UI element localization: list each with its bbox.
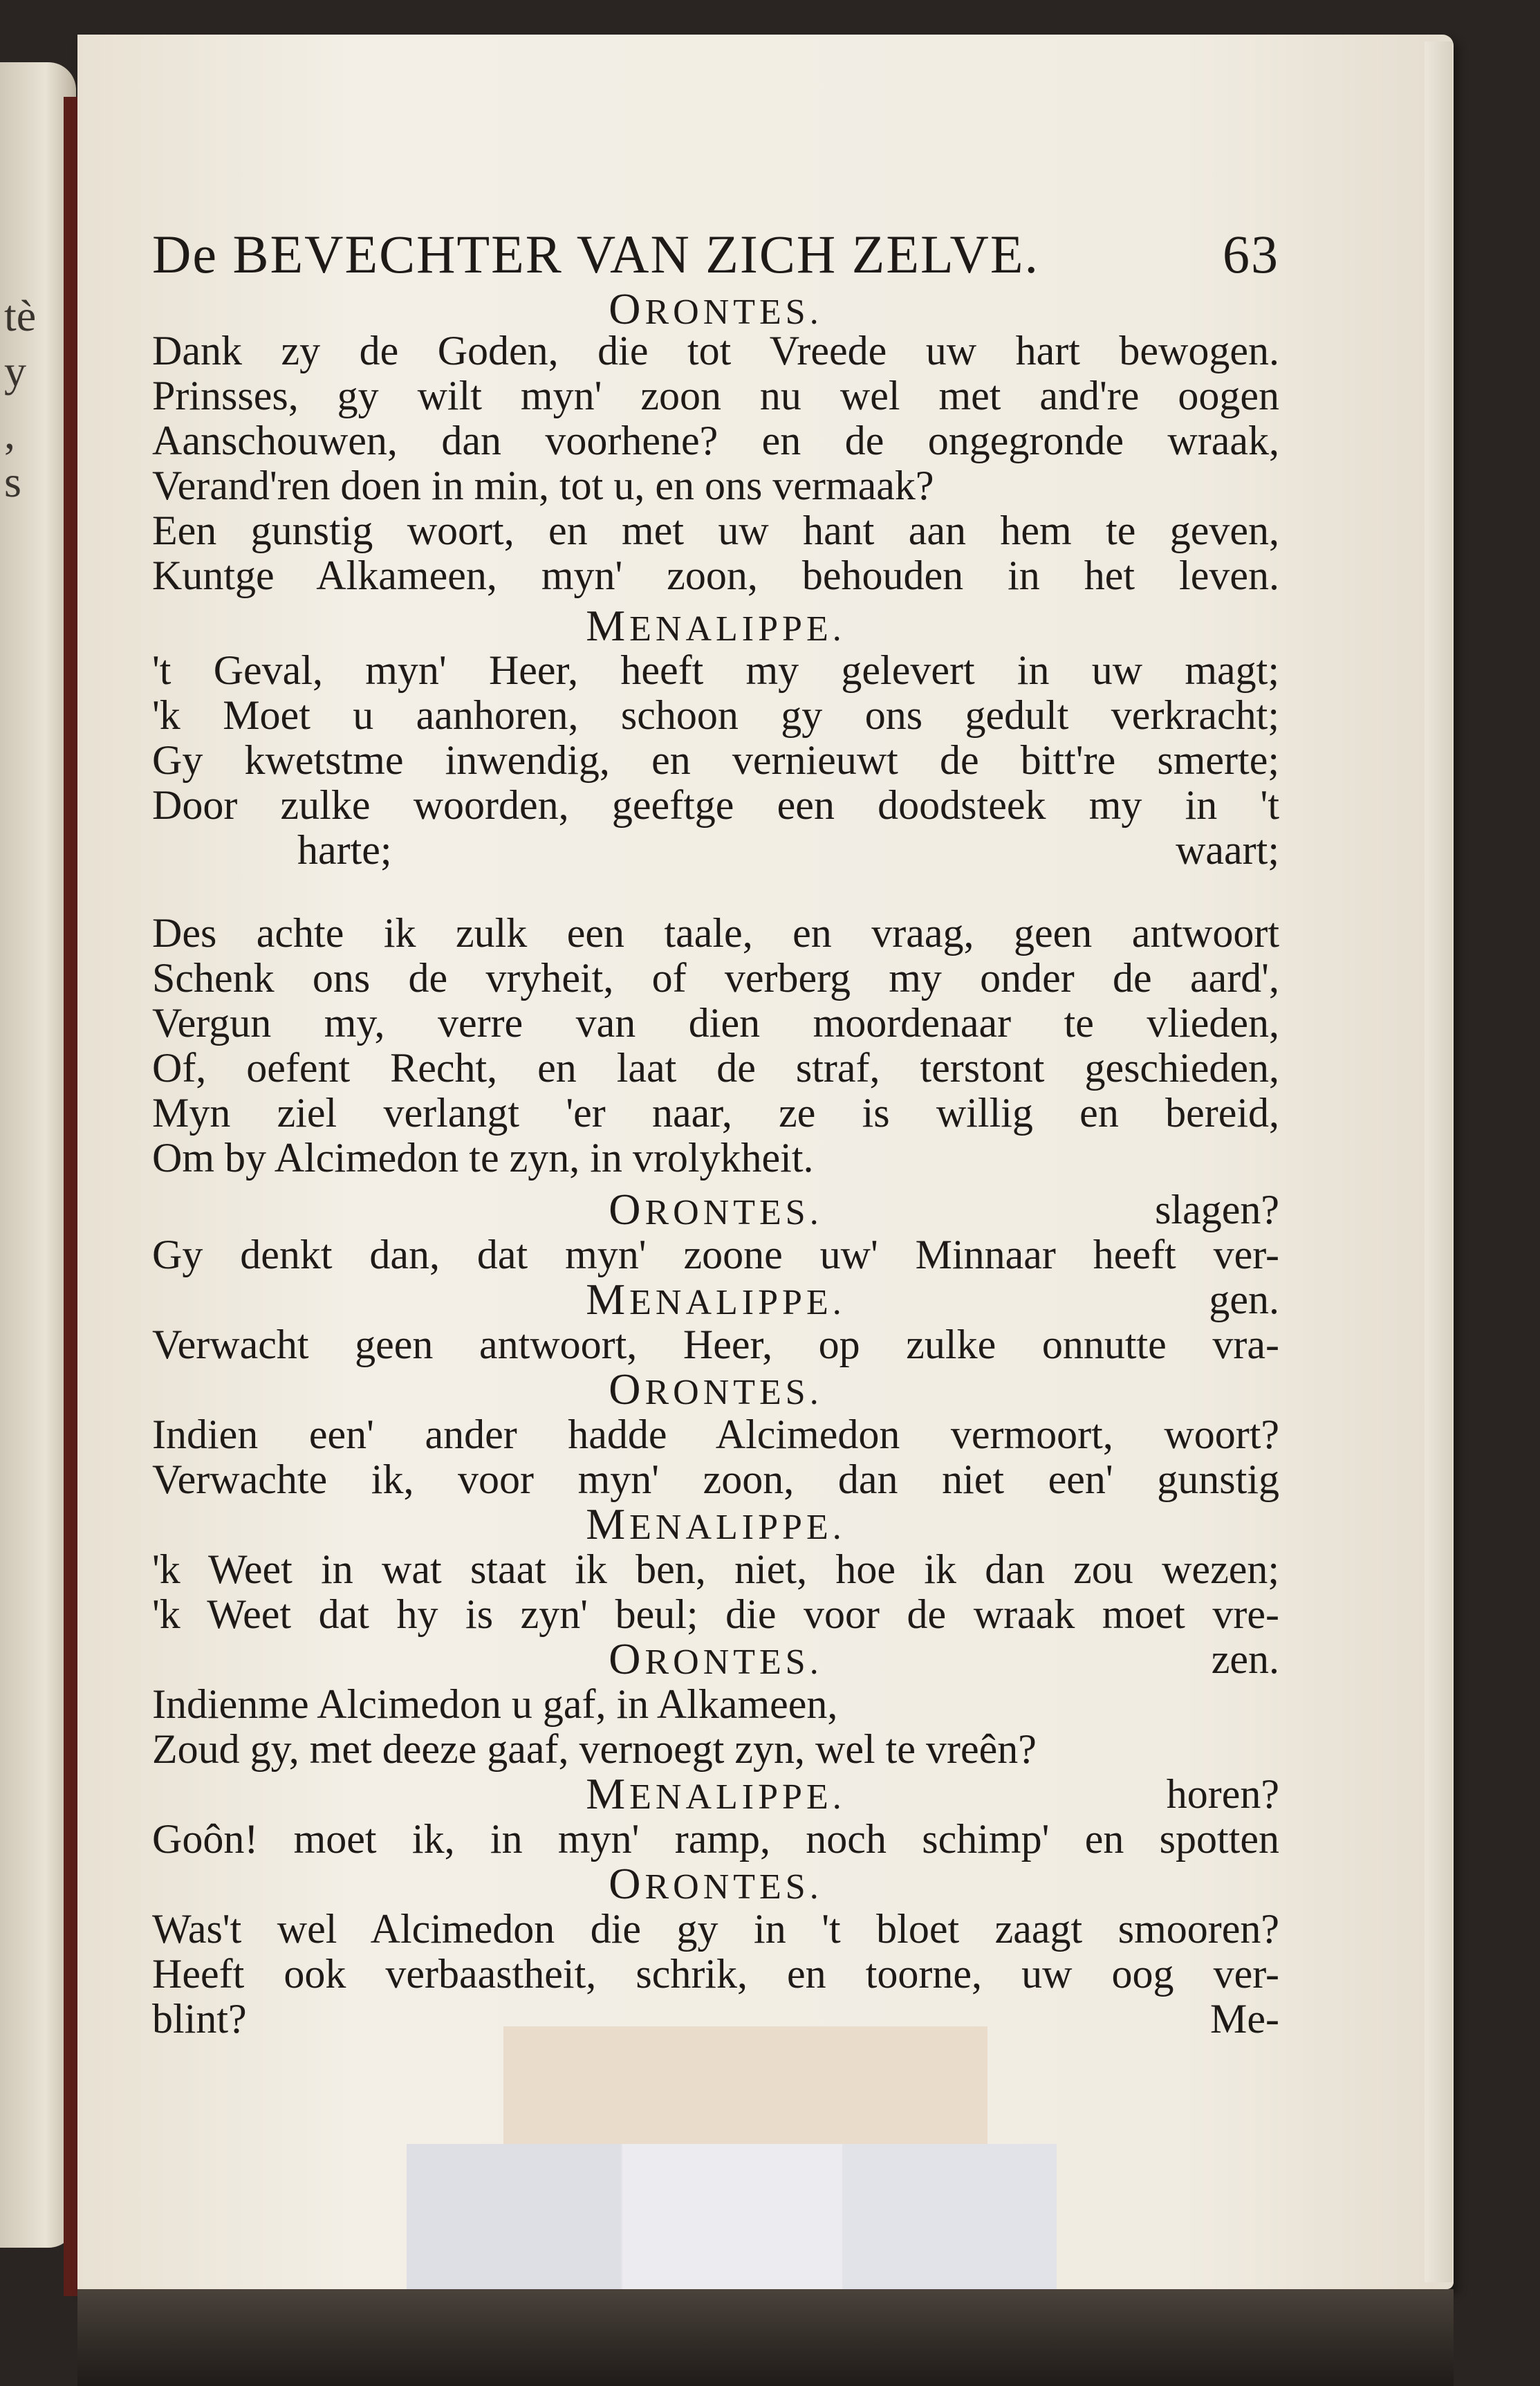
verse-turnover: waart; xyxy=(1176,827,1279,873)
verse-line: Vergun my, verre van dien moordenaar te vlieden, xyxy=(152,1000,1279,1046)
verse-line: Goôn! moet ik, in myn' ramp, noch schimp' en spotten xyxy=(152,1816,1279,1862)
speaker-heading: MENALIPPE. xyxy=(586,1499,846,1548)
verse-line: Indienme Alcimedon u gaf, in Alkameen, xyxy=(152,1681,838,1727)
verse-line: Was't wel Alcimedon die gy in 't bloet zaagt smooren? xyxy=(152,1906,1279,1952)
verse-line: 'k Weet in wat staat ik ben, niet, hoe ik dan zou wezen; xyxy=(152,1546,1279,1592)
verse-line: Of, oefent Recht, en laat de straf, terstont geschieden, xyxy=(152,1045,1279,1091)
redaction-block xyxy=(407,2144,1057,2310)
redaction-segment xyxy=(407,2144,621,2310)
verse-line: Des achte ik zulk een taale, en vraag, geen antwoort xyxy=(152,910,1279,956)
prev-page-fragment: s xyxy=(4,457,21,506)
redaction-segment xyxy=(844,2144,1057,2310)
verse-line: Myn ziel verlangt 'er naar, ze is willig en bereid, xyxy=(152,1090,1279,1136)
verse-line: Door zulke woorden, geeftge een doodsteek my in 't xyxy=(152,782,1279,828)
redaction-block xyxy=(503,2026,987,2158)
speaker-heading: MENALIPPE. gen. xyxy=(586,1275,1279,1324)
verse-line: Zoud gy, met deeze gaaf, vernoegt zyn, wel te vreên? xyxy=(152,1726,1037,1772)
running-head xyxy=(152,220,1279,289)
verse-line: 't Geval, myn' Heer, heeft my gelevert in uw magt; xyxy=(152,647,1279,693)
verse-line: Prinsses, gy wilt myn' zoon nu wel met and're oogen xyxy=(152,373,1279,418)
verse-line: Gy denkt dan, dat myn' zoone uw' Minnaar heeft ver- xyxy=(152,1232,1279,1277)
catchword: Me- xyxy=(1210,1996,1279,2042)
speaker-heading: ORONTES. slagen? xyxy=(609,1185,1279,1234)
prev-page-fragment: tè xyxy=(4,291,37,340)
verse-turnover: zen. xyxy=(1211,1636,1279,1682)
prev-page-fragment: , xyxy=(4,409,15,458)
speaker-heading: ORONTES. xyxy=(609,284,823,333)
verse-line: Verand'ren doen in min, tot u, en ons vermaak? xyxy=(152,463,934,508)
verse-turnover: horen? xyxy=(1166,1771,1279,1817)
verse-line: Dank zy de Goden, die tot Vreede uw hart bewogen. xyxy=(152,328,1279,373)
verse-line: Om by Alcimedon te zyn, in vrolykheit. xyxy=(152,1135,814,1181)
verse-fragment: harte; xyxy=(297,827,392,873)
verse-line: Indien een' ander hadde Alcimedon vermoort, woort? xyxy=(152,1412,1279,1457)
book-page xyxy=(77,35,1454,2289)
page-number: 63 xyxy=(1223,224,1279,284)
verse-line: Schenk ons de vryheit, of verberg my onder de aard', xyxy=(152,955,1279,1001)
verse-turnover: gen. xyxy=(1209,1277,1279,1322)
table-surface xyxy=(77,2289,1454,2386)
verse-fragment: blint? xyxy=(152,1996,247,2042)
page-edge-shading xyxy=(1425,41,1452,2282)
verse-line: 'k Moet u aanhoren, schoon gy ons gedult verkracht; xyxy=(152,692,1279,738)
speaker-heading: ORONTES. zen. xyxy=(609,1634,1279,1683)
verse-line: Kuntge Alkameen, myn' zoon, behouden in het leven. xyxy=(152,553,1279,598)
redaction-segment xyxy=(622,2144,842,2310)
verse-line: Een gunstig woort, en met uw hant aan hem te geven, xyxy=(152,508,1279,553)
verse-line xyxy=(152,826,1279,874)
speaker-heading: MENALIPPE. xyxy=(586,601,846,650)
verse-line: Verwacht geen antwoort, Heer, op zulke onnutte vra- xyxy=(152,1322,1279,1367)
verse-line: 'k Weet dat hy is zyn' beul; die voor de wraak moet vre- xyxy=(152,1591,1279,1637)
prev-page-fragment: y xyxy=(4,346,26,396)
speaker-heading: ORONTES. xyxy=(609,1859,823,1908)
speaker-heading: ORONTES. xyxy=(609,1365,823,1414)
verse-line: Gy kwetstme inwendig, en vernieuwt de bitt're smerte; xyxy=(152,737,1279,783)
verse-line: Verwachte ik, voor myn' zoon, dan niet een' gunstig xyxy=(152,1456,1279,1502)
running-head-title: De BEVECHTER VAN ZICH ZELVE. xyxy=(152,224,1040,284)
verse-line: Heeft ook verbaastheit, schrik, en toorne, uw oog ver- xyxy=(152,1951,1279,1997)
verse-line: Aanschouwen, dan voorhene? en de ongegronde wraak, xyxy=(152,418,1279,463)
speaker-heading: MENALIPPE. horen? xyxy=(586,1769,1279,1818)
verse-turnover: slagen? xyxy=(1155,1187,1279,1232)
